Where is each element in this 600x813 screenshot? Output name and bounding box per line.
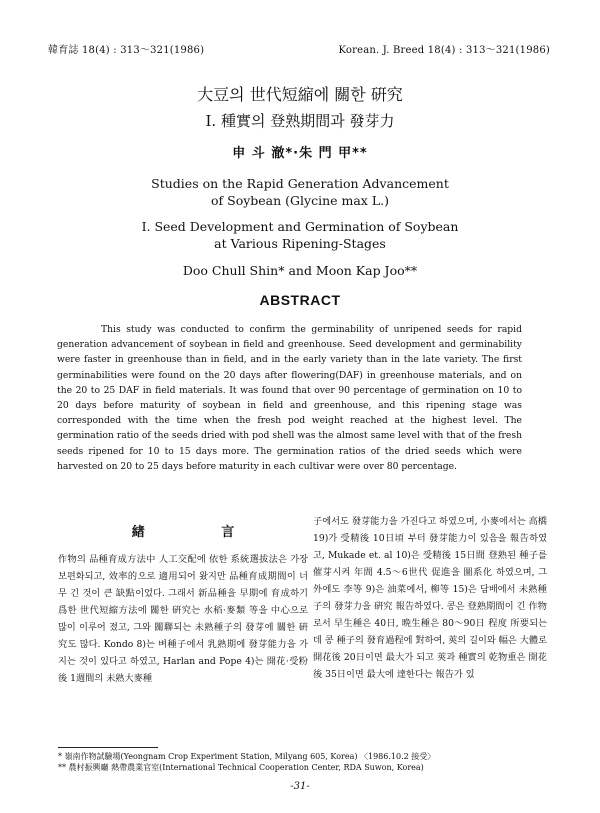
korean-subtitle: Ⅰ. 種實의 登熟期間과 發芽力: [205, 112, 395, 130]
english-subtitle-line2: at Various Ripening-Stages: [214, 236, 386, 251]
abstract-text: [57, 322, 522, 474]
english-title-line2: of Soybean (Glycine max L.): [211, 193, 389, 208]
intro-heading: 緖 言: [131, 525, 271, 540]
footnote-1: * 嶺南作物試驗場(Yeongnam Crop Experiment Station, Milyang 605, Korea) 〈1986.10.2 接受〉: [58, 752, 436, 761]
english-title-line1: Studies on the Rapid Generation Advancement: [151, 176, 449, 191]
footnote-divider: [58, 747, 158, 748]
footnotes: [58, 751, 538, 773]
intro-right-text: 子에서도 發芽能力을 가진다고 하였으며, 小麥에서는 高橋 19)가 受精後 10日頃 부터 發芽能力이 있음을 報告하였고, Mukade et. al 10)은 受精後 15日間 登熟된 種子를 催芽시켜 年間 4.5～6世代 促進을 圖系化 하였으며, 그 外에도 李等 9)은 油菜에서, 柳等 15)은 담배에서 未熟種子의 發芽力을 硏究 報告하였다. 콩은 登熟期間이 긴 作物로서 早生種은 40日, 晩生種은 80～90日 程度 所要되는데 콩 種子의 發育過程에 對하여, 莢의 길이와 幅은 大體로 開花後 20日이면 最大가 되고 莢과 種實의 乾物重은 開花後 35日이면 最大에 達한다는 報告가 있: [313, 516, 547, 680]
korean-title: 大豆의 世代短縮에 關한 硏究: [197, 85, 403, 104]
footnote-2: ** 農村振興廳 熱帶農業官室(International Technical Cooperation Center, RDA Suwon, Korea): [58, 763, 424, 772]
english-subtitle-line1: Ⅰ. Seed Development and Germination of Soybean: [141, 219, 459, 234]
intro-left-text: 作物의 品種育成方法中 人工交配에 依한 系統選拔法은 가장 보편화되고, 效率的으로 適用되어 왔지만 品種育成期間이 너무 긴 것이 큰 缺點이었다. 그래서 新品種을 早期에 育成하기 爲한 世代短縮方法에 關한 硏究는 水稻·麥類 等을 中心으로 많이 이루어 졌고, 그와 關聯되는 未熟種子의 發芽에 關한 硏究도 많다. Kondo 8)는 벼種子에서 乳熟期에 發芽能力을 가지는 것이 있다고 하였고, Harlan and Pope 4)는 開花·受粉後 1週間의 未熟大麥種: [58, 554, 308, 684]
abstract-heading: ABSTRACT: [259, 292, 341, 308]
page-number: -31-: [290, 781, 310, 792]
english-authors: Doo Chull Shin* and Moon Kap Joo**: [182, 263, 418, 278]
intro-right-column: [313, 513, 547, 683]
english-subtitle: [0, 218, 600, 252]
header-right-citation: Korean. J. Breed 18(4) : 313～321(1986): [338, 45, 550, 56]
abstract-paragraph: This study was conducted to confirm the germinability of unripened seeds for rapid generation advancement of soybean in field and greenhouse. Seed development and germinability were faster in greenhouse than in field, and in the early variety than in the late variety. The first germinabilities were found on the 20 days after flowering(DAF) in greenhouse materials, and on the 20 to 25 DAF in field materials. It was found that over 90 percentage of germination on 10 to 20 days before maturity of soybean in field and greenhouse, and this ripening stage was corresponded with the time when the fresh pod weight reached at the highest level. The germination ratio of the seeds dried with pod shell was the almost same level with that of the fresh seeds ripened for 10 to 15 days more. The germination ratios of the dried seeds which were harvested on 20 to 25 days before maturity in each cultivar were over 80 percentage.: [57, 324, 522, 472]
header-left-citation: 韓育誌 18(4) : 313～321(1986): [48, 45, 205, 56]
intro-left-column: [58, 524, 308, 687]
korean-authors: 申 斗 澈*·朱 門 甲**: [232, 146, 368, 161]
english-title: [0, 175, 600, 209]
